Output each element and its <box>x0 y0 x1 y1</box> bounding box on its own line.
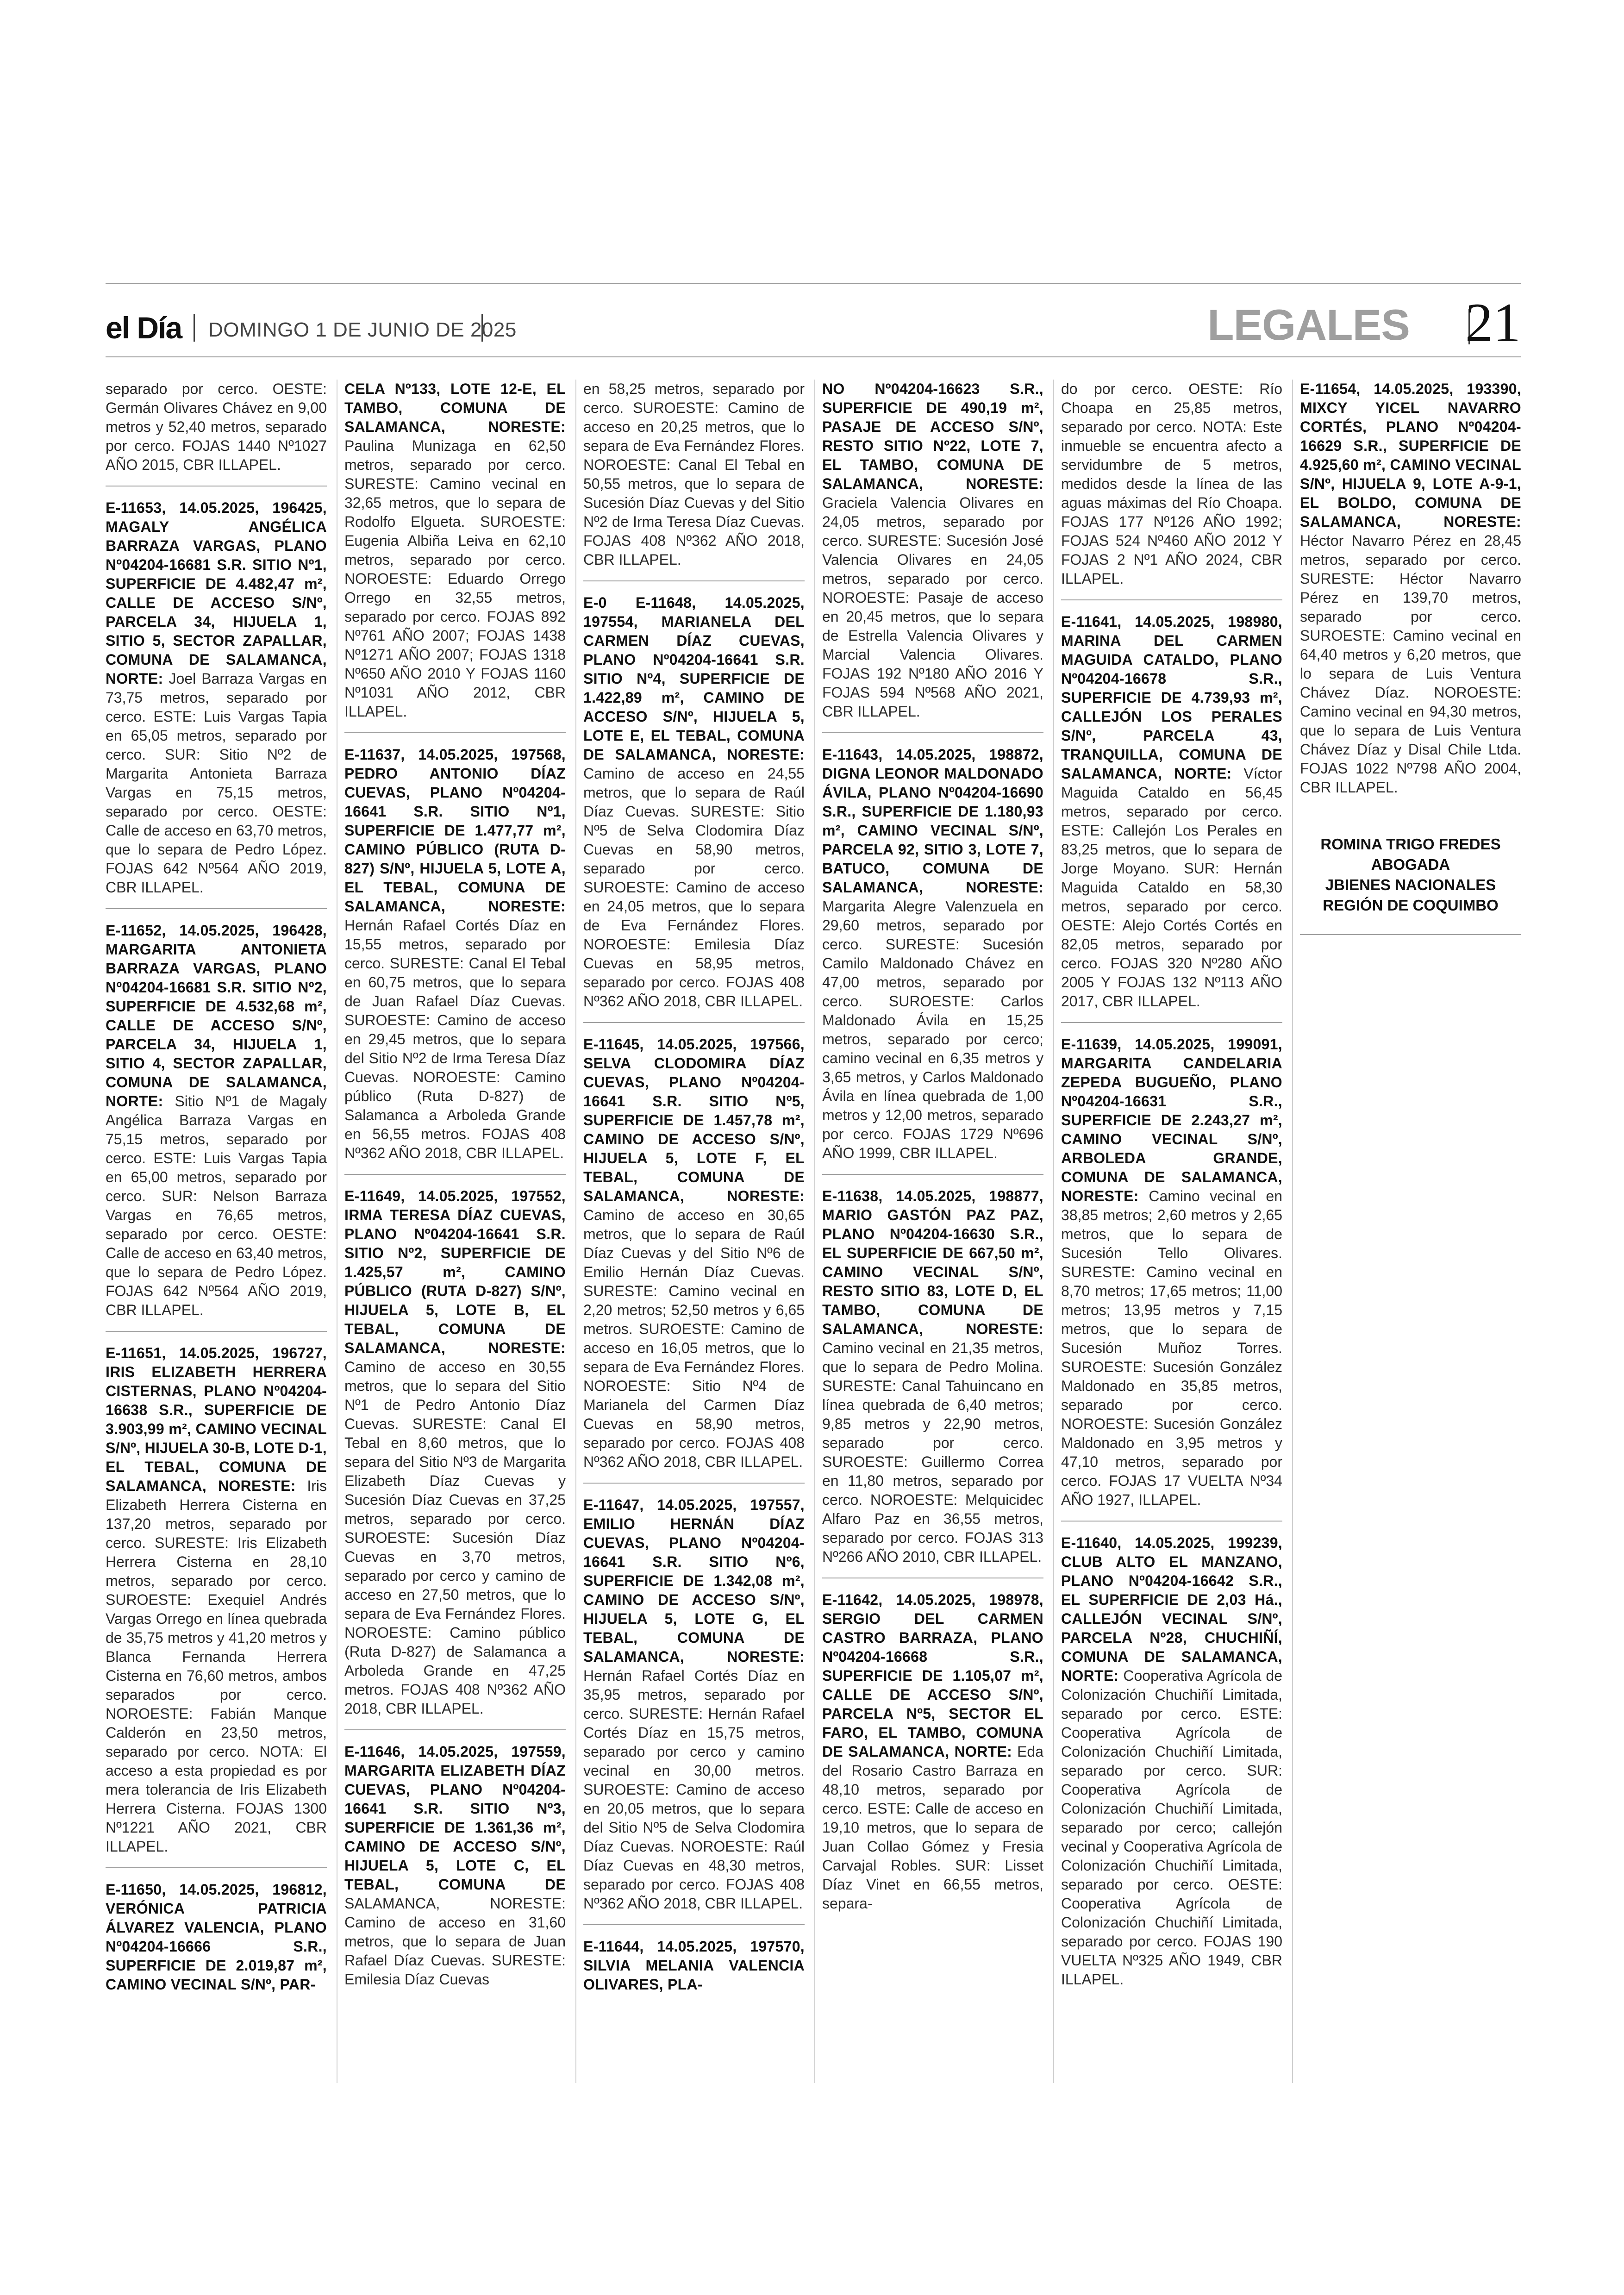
page-number: 21 <box>1465 292 1521 353</box>
signature-block <box>1300 820 1521 935</box>
legal-notice <box>1061 612 1282 1023</box>
legal-notice <box>822 1187 1043 1578</box>
legal-notice <box>822 1590 1043 1924</box>
legal-notice <box>106 1880 327 2005</box>
notice-heading: E-11642, 14.05.2025, 198978, SERGIO DEL CARMEN CASTRO BARRAZA, PLANO Nº04204-16668 S.R., SUPERFICIE DE 1.105,07 m², CALLE DE ACCESO S/Nº, PARCELA Nº5, SECTOR EL FARO, EL TAMBO, COMUNA DE SALAMANCA, NORTE: <box>822 1591 1043 1760</box>
notice-body: Eda del Rosario Castro Barraza en 48,10 metros, separado por cerco. ESTE: Calle de acceso en 19,10 metros, que lo separa de Juan Collao Gómez y Fresia Carvajal Robles. SUR: Lisset Díaz Vinet en 66,55 metros, separa- <box>822 1743 1043 1912</box>
notice-heading: E-11651, 14.05.2025, 196727, IRIS ELIZABETH HERRERA CISTERNAS, PLANO Nº04204-16638 S.R., SUPERFICIE DE 3.903,99 m², CAMINO VECINAL S/Nº, HIJUELA 30-B, LOTE D-1, EL TEBAL, COMUNA DE SALAMANCA, NORESTE: <box>106 1345 327 1494</box>
notice-body: Cooperativa Agrícola de Colonización Chuchiñí Limitada, separado por cerco. ESTE: Cooperativa Agrícola de Colonización Chuchiñí Limitada, separado por cerco. SUR: Cooperativa Agrícola de Colonización Chuchiñí Limitada, separado por cerco; callejón vecinal y Cooperativa Agrícola de Colonización Chuchiñí Limitada, separado por cerco. OESTE: Cooperativa Agrícola de Colonización Chuchiñí Limitada, separado por cerco. FOJAS 190 VUELTA Nº325 AÑO 1949, CBR ILLAPEL. <box>1061 1667 1282 1988</box>
notice-heading: E-11649, 14.05.2025, 197552, IRMA TERESA DÍAZ CUEVAS, PLANO Nº04204-16641 S.R. SITIO Nº2, SUPERFICIE DE 1.425,57 m², CAMINO PÚBLICO (RUTA D-827) S/Nº, HIJUELA 5, LOTE B, EL TEBAL, COMUNA DE SALAMANCA, NORESTE: <box>344 1188 566 1356</box>
notice-heading: E-11654, 14.05.2025, 193390, MIXCY YICEL NAVARRO CORTÉS, PLANO Nº04204-16629 S.R., SUPERFICIE DE 4.925,60 m², CAMINO VECINAL S/Nº, HIJUELA 9, LOTE A-9-1, EL BOLDO, COMUNA DE SALAMANCA, NORESTE: <box>1300 380 1521 530</box>
notice-body: Camino de acceso en 30,55 metros, que lo separa del Sitio Nº1 de Pedro Antonio Díaz Cuevas. SURESTE: Canal El Tebal en 8,60 metros, que lo separa del Sitio Nº3 de Margarita Elizabeth Díaz Cuevas y Sucesión Díaz Cuevas en 37,25 metros, separado por cerco. SUROESTE: Sucesión Díaz Cuevas en 3,70 metros, separado por cerco y camino de acceso en 27,50 metros, que lo separa de Eva Fernández Flores. NOROESTE: Camino público (Ruta D-827) de Salamanca a Arboleda Grande en 47,25 metros. FOJAS 408 Nº362 AÑO 2018, CBR ILLAPEL. <box>344 1359 566 1717</box>
column-5 <box>1061 380 1282 2083</box>
legal-notice <box>106 921 327 1332</box>
legal-notice <box>583 1937 805 2005</box>
notice-heading: E-11637, 14.05.2025, 197568, PEDRO ANTONIO DÍAZ CUEVAS, PLANO Nº04204-16641 S.R. SITIO Nº1, SUPERFICIE DE 1.477,77 m², CAMINO PÚBLICO (RUTA D-827) S/Nº, HIJUELA 5, LOTE A, EL TEBAL, COMUNA DE SALAMANCA, NORESTE: <box>344 746 566 915</box>
signature-department: JBIENES NACIONALES <box>1325 876 1496 893</box>
notice-body: Margarita Alegre Valenzuela en 29,60 metros, separado por cerco. SURESTE: Sucesión Camilo Maldonado Chávez en 47,00 metros, separado por cerco. SUROESTE: Carlos Maldonado Ávila en 15,25 metros, separado por cerco; camino vecinal en 6,35 metros y 3,65 metros, y Carlos Maldonado Ávila en línea quebrada de 1,00 metros y 12,00 metros, separado por cerco. FOJAS 1729 Nº696 AÑO 1999, CBR ILLAPEL. <box>822 898 1043 1161</box>
notice-body: Sitio Nº1 de Magaly Angélica Barraza Vargas en 75,15 metros, separado por cerco. ESTE: Luis Vargas Tapia en 65,00 metros, separado por cerco. SUR: Nelson Barraza Vargas en 76,65 metros, separado por cerco. OESTE: Calle de acceso en 63,40 metros, que lo separa de Pedro López. FOJAS 642 Nº564 AÑO 2019, CBR ILLAPEL. <box>106 1093 327 1318</box>
notice-heading: E-11650, 14.05.2025, 196812, VERÓNICA PATRICIA ÁLVAREZ VALENCIA, PLANO Nº04204-16666 S.R., SUPERFICIE DE 2.019,87 m², CAMINO VECINAL S/Nº, PAR- <box>106 1881 327 1993</box>
notice-body: en 58,25 metros, separado por cerco. SUROESTE: Camino de acceso en 20,25 metros, que lo separa de Eva Fernández Flores. NOROESTE: Canal El Tebal en 50,55 metros, que lo separa de Sucesión Díaz Cuevas y del Sitio Nº2 de Irma Teresa Díaz Cuevas. FOJAS 408 Nº362 AÑO 2018, CBR ILLAPEL. <box>583 380 805 568</box>
notice-body: Víctor Maguida Cataldo en 56,45 metros, separado por cerco. ESTE: Callejón Los Perales en 83,25 metros, que lo separa de Jorge Moyano. SUR: Hernán Maguida Cataldo en 58,30 metros, separado por cerco. OESTE: Alejo Cortés Cortés en 82,05 metros, separado por cerco. FOJAS 320 Nº280 AÑO 2005 Y FOJAS 132 Nº113 AÑO 2017, CBR ILLAPEL. <box>1061 765 1282 1010</box>
notice-body: Hernán Rafael Cortés Díaz en 35,95 metros, separado por cerco. SURESTE: Hernán Rafael Cortés Díaz en 15,75 metros, separado por cerco y camino vecinal en 30,00 metros. SUROESTE: Camino de acceso en 20,05 metros, que lo separa del Sitio Nº5 de Selva Clodomira Díaz Cuevas. NOROESTE: Raúl Díaz Cuevas en 48,30 metros, separado por cerco. FOJAS 408 Nº362 AÑO 2018, CBR ILLAPEL. <box>583 1667 805 1912</box>
notice-heading: E-0 E-11648, 14.05.2025, 197554, MARIANELA DEL CARMEN DÍAZ CUEVAS, PLANO Nº04204-16641 S.R. SITIO Nº4, SUPERFICIE DE 1.422,89 m², CAMINO DE ACCESO S/Nº, HIJUELA 5, LOTE E, EL TEBAL, COMUNA DE SALAMANCA, NORESTE: <box>583 594 805 763</box>
notice-heading: E-11639, 14.05.2025, 199091, MARGARITA CANDELARIA ZEPEDA BUGUEÑO, PLANO Nº04204-16631 S.R., SUPERFICIE DE 2.243,27 m², CAMINO VECINAL S/Nº, ARBOLEDA GRANDE, COMUNA DE SALAMANCA, NORESTE: <box>1061 1036 1282 1204</box>
legal-notice <box>344 380 566 733</box>
legal-notice <box>583 1496 805 1925</box>
column-3 <box>583 380 805 2083</box>
notice-body: separado por cerco. OESTE: Germán Olivares Chávez en 9,00 metros y 52,40 metros, separado por cerco. FOJAS 1440 Nº1027 AÑO 2015, CBR ILLAPEL. <box>106 380 327 473</box>
notice-heading: E-11645, 14.05.2025, 197566, SELVA CLODOMIRA DÍAZ CUEVAS, PLANO Nº04204-16641 S.R. SITIO Nº5, SUPERFICIE DE 1.457,78 m², CAMINO DE ACCESO S/Nº, HIJUELA 5, LOTE F, EL TEBAL, COMUNA DE SALAMANCA, NORESTE: <box>583 1036 805 1204</box>
notice-heading: E-11643, 14.05.2025, 198872, DIGNA LEONOR MALDONADO ÁVILA, PLANO Nº04204-16690 S.R., SUPERFICIE DE 1.180,93 m², CAMINO VECINAL S/Nº, PARCELA 92, SITIO 3, LOTE 7, BATUCO, COMUNA DE SALAMANCA, NORESTE: <box>822 746 1043 896</box>
notice-body: Camino vecinal en 38,85 metros; 2,60 metros y 2,65 metros, que lo separa de Sucesión Tello Olivares. SURESTE: Camino vecinal en 8,70 metros; 17,65 metros; 11,00 metros; 13,95 metros y 7,15 metros, que lo separa de Sucesión Muñoz Torres. SUROESTE: Sucesión González Maldonado en 35,85 metros, separado por cerco. NOROESTE: Sucesión González Maldonado en 3,95 metros y 47,10 metros, separado por cerco. FOJAS 17 VUELTA Nº34 AÑO 1927, ILLAPEL. <box>1061 1188 1282 1508</box>
legal-notice <box>344 1742 566 2000</box>
notice-heading: E-11644, 14.05.2025, 197570, SILVIA MELANIA VALENCIA OLIVARES, PLA- <box>583 1938 805 1993</box>
notice-body: do por cerco. OESTE: Río Choapa en 25,85 metros, separado por cerco. NOTA: Este inmueble se encuentra afecto a servidumbre de 5 metros, medidos desde la línea de las aguas máximas del Río Choapa. FOJAS 177 Nº126 AÑO 1992; FOJAS 524 Nº460 AÑO 2012 Y FOJAS 2 Nº1 AÑO 2024, CBR ILLAPEL. <box>1061 380 1282 587</box>
legal-notice <box>583 380 805 581</box>
page-header <box>106 286 1521 355</box>
header-top-rule <box>106 283 1521 284</box>
column-rule <box>1292 380 1293 2083</box>
notice-body: Paulina Munizaga en 62,50 metros, separado por cerco. SURESTE: Camino vecinal en 32,65 metros, que lo separa de Rodolfo Elgueta. SUROESTE: Eugenia Albiña Leiva en 62,10 metros, separado por cerco. NOROESTE: Eduardo Orrego Orrego en 32,55 metros, separado por cerco. FOJAS 892 Nº761 AÑO 2007; FOJAS 1438 Nº1271 AÑO 2007; FOJAS 1318 Nº650 AÑO 2010 Y FOJAS 1160 Nº1031 AÑO 2012, CBR ILLAPEL. <box>344 437 566 720</box>
newspaper-masthead: el Día <box>106 311 182 345</box>
legal-notice <box>822 380 1043 733</box>
legal-notice <box>583 1035 805 1484</box>
legal-notice <box>1061 380 1282 600</box>
legal-notice <box>583 593 805 1023</box>
notice-body: Graciela Valencia Olivares en 24,05 metros, separado por cerco. SURESTE: Sucesión José Valencia Olivares en 24,05 metros, separado por cerco. NOROESTE: Pasaje de acceso en 20,45 metros, que lo separa de Estrella Valencia Olivares y Marcial Valencia Olivares. FOJAS 192 Nº180 AÑO 2016 Y FOJAS 594 Nº568 AÑO 2021, CBR ILLAPEL. <box>822 494 1043 720</box>
notice-heading: E-11640, 14.05.2025, 199239, CLUB ALTO EL MANZANO, PLANO Nº04204-16642 S.R., EL SUPERFICIE DE 2,03 Há., CALLEJÓN VECINAL S/Nº, PARCELA Nº28, CHUCHIÑÍ, COMUNA DE SALAMANCA, NORTE: <box>1061 1534 1282 1684</box>
notice-heading: NO Nº04204-16623 S.R., SUPERFICIE DE 490,19 m², PASAJE DE ACCESO S/Nº, RESTO SITIO Nº22, LOTE 7, EL TAMBO, COMUNA DE SALAMANCA, NORESTE: <box>822 380 1043 492</box>
legal-notice <box>344 1187 566 1730</box>
legal-notice <box>822 745 1043 1175</box>
column-rule <box>575 380 576 2083</box>
notice-body: SALAMANCA, NORESTE: Camino de acceso en 31,60 metros, que lo separa de Juan Rafael Díaz Cuevas. SURESTE: Emilesia Díaz Cuevas <box>344 1895 566 1988</box>
notice-heading: E-11653, 14.05.2025, 196425, MAGALY ANGÉLICA BARRAZA VARGAS, PLANO Nº04204-16681 S.R. SITIO Nº1, SUPERFICIE DE 4.482,47 m², CALLE DE ACCESO S/Nº, PARCELA 34, HIJUELA 1, SITIO 5, SECTOR ZAPALLAR, COMUNA DE SALAMANCA, NORTE: <box>106 499 327 687</box>
notice-body: Iris Elizabeth Herrera Cisterna en 137,20 metros, separado por cerco. SURESTE: Iris Elizabeth Herrera Cisterna en 28,10 metros, separado por cerco. SUROESTE: Exequiel Andrés Vargas Orrego en línea quebrada de 35,75 metros y 41,20 metros y Blanca Fernanda Herrera Cisterna en 76,60 metros, ambos separados por cerco. NOROESTE: Fabián Manque Calderón en 23,50 metros, separado por cerco. NOTA: El acceso a esta propiedad es por mera tolerancia de Iris Elizabeth Herrera Cisterna. FOJAS 1300 Nº1221 AÑO 2021, CBR ILLAPEL. <box>106 1478 327 1855</box>
legal-notice <box>106 380 327 486</box>
header-divider <box>194 314 195 342</box>
issue-date: DOMINGO 1 DE JUNIO DE 2025 <box>208 318 517 341</box>
legal-notice <box>1061 1534 1282 2000</box>
legal-notices-columns <box>106 380 1521 2083</box>
legal-notice <box>106 1344 327 1868</box>
notice-body: Camino de acceso en 24,55 metros, que lo separa de Raúl Díaz Cuevas. SURESTE: Sitio Nº5 de Selva Clodomira Díaz Cuevas en 58,90 metros, separado por cerco. SUROESTE: Camino de acceso en 24,05 metros, que lo separa de Eva Fernández Flores. NOROESTE: Emilesia Díaz Cuevas en 58,95 metros, separado por cerco. FOJAS 408 Nº362 AÑO 2018, CBR ILLAPEL. <box>583 765 805 1010</box>
legal-notice <box>344 745 566 1175</box>
notice-heading: E-11641, 14.05.2025, 198980, MARINA DEL CARMEN MAGUIDA CATALDO, PLANO Nº04204-16678 S.R., SUPERFICIE DE 4.739,93 m², CALLEJÓN LOS PERALES S/Nº, PARCELA 43, TRANQUILLA, COMUNA DE SALAMANCA, NORTE: <box>1061 613 1282 782</box>
notice-body: Camino de acceso en 30,65 metros, que lo separa de Raúl Díaz Cuevas y del Sitio Nº6 de Emilio Hernán Díaz Cuevas. SURESTE: Camino vecinal en 2,20 metros; 52,50 metros y 6,65 metros. SUROESTE: Camino de acceso en 16,05 metros, que lo separa de Eva Fernández Flores. NOROESTE: Sitio Nº4 de Marianela del Carmen Díaz Cuevas en 58,90 metros, separado por cerco. FOJAS 408 Nº362 AÑO 2018, CBR ILLAPEL. <box>583 1207 805 1470</box>
column-6 <box>1300 380 1521 2083</box>
column-2 <box>344 380 566 2083</box>
notice-heading: CELA Nº133, LOTE 12-E, EL TAMBO, COMUNA DE SALAMANCA, NORESTE: <box>344 380 566 435</box>
header-bottom-rule <box>106 356 1521 357</box>
signature-name: ROMINA TRIGO FREDES <box>1320 836 1501 853</box>
notice-heading: E-11647, 14.05.2025, 197557, EMILIO HERNÁN DÍAZ CUEVAS, PLANO Nº04204-16641 S.R. SITIO Nº6, SUPERFICIE DE 1.342,08 m², CAMINO DE ACCESO S/Nº, HIJUELA 5, LOTE G, EL TEBAL, COMUNA DE SALAMANCA, NORESTE: <box>583 1497 805 1665</box>
notice-body: Joel Barraza Vargas en 73,75 metros, separado por cerco. ESTE: Luis Vargas Tapia en 65,05 metros, separado por cerco. SUR: Sitio Nº2 de Margarita Antonieta Barraza Vargas en 75,15 metros, separado por cerco. OESTE: Calle de acceso en 63,70 metros, que lo separa de Pedro López. FOJAS 642 Nº564 AÑO 2019, CBR ILLAPEL. <box>106 670 327 896</box>
column-4 <box>822 380 1043 2083</box>
legal-notice <box>106 499 327 909</box>
column-1 <box>106 380 327 2083</box>
signature-title: ABOGADA <box>1371 856 1450 873</box>
notice-heading: E-11638, 14.05.2025, 198877, MARIO GASTÓN PAZ PAZ, PLANO Nº04204-16630 S.R., EL SUPERFICIE DE 667,50 m², CAMINO VECINAL S/Nº, RESTO SITIO 83, LOTE D, EL TAMBO, COMUNA DE SALAMANCA, NORESTE: <box>822 1188 1043 1337</box>
section-title: LEGALES <box>1207 300 1410 349</box>
column-rule <box>1053 380 1054 2083</box>
notice-body: Camino vecinal en 21,35 metros, que lo separa de Pedro Molina. SURESTE: Canal Tahuincano en línea quebrada de 6,40 metros; 9,85 metros y 22,90 metros, separado por cerco. SUROESTE: Guillermo Correa en 11,80 metros, separado por cerco. NOROESTE: Melquicidec Alfaro Paz en 36,55 metros, separado por cerco. FOJAS 313 Nº266 AÑO 2010, CBR ILLAPEL. <box>822 1340 1043 1565</box>
notice-heading: E-11646, 14.05.2025, 197559, MARGARITA ELIZABETH DÍAZ CUEVAS, PLANO Nº04204-16641 S.R. SITIO Nº3, SUPERFICIE DE 1.361,36 m², CAMINO DE ACCESO S/Nº, HIJUELA 5, LOTE C, EL TEBAL, COMUNA DE <box>344 1743 566 1893</box>
notice-heading: E-11652, 14.05.2025, 196428, MARGARITA ANTONIETA BARRAZA VARGAS, PLANO Nº04204-16681 S.R. SITIO Nº2, SUPERFICIE DE 4.532,68 m², CALLE DE ACCESO S/Nº, PARCELA 34, HIJUELA 1, SITIO 4, SECTOR ZAPALLAR, COMUNA DE SALAMANCA, NORTE: <box>106 922 327 1110</box>
legal-notice <box>1061 1035 1282 1522</box>
header-divider <box>481 314 483 342</box>
signature-region: REGIÓN DE COQUIMBO <box>1323 897 1499 914</box>
column-rule <box>814 380 815 2083</box>
notice-body: Héctor Navarro Pérez en 28,45 metros, separado por cerco. SURESTE: Héctor Navarro Pérez en 139,70 metros, separado por cerco. SUROESTE: Camino vecinal en 64,40 metros y 6,20 metros, que lo separa de Luis Ventura Chávez Díaz. NOROESTE: Camino vecinal en 94,30 metros, que lo separa de Luis Ventura Chávez Díaz y Disal Chile Ltda. FOJAS 1022 Nº798 AÑO 2004, CBR ILLAPEL. <box>1300 532 1521 796</box>
notice-body: Hernán Rafael Cortés Díaz en 15,55 metros, separado por cerco. SURESTE: Canal El Tebal en 60,75 metros, que lo separa de Juan Rafael Díaz Cuevas. SUROESTE: Camino de acceso en 29,45 metros, que lo separa del Sitio Nº2 de Irma Teresa Díaz Cuevas. NOROESTE: Camino público (Ruta D-827) de Salamanca a Arboleda Grande en 56,55 metros. FOJAS 408 Nº362 AÑO 2018, CBR ILLAPEL. <box>344 917 566 1161</box>
legal-notice <box>1300 380 1521 808</box>
